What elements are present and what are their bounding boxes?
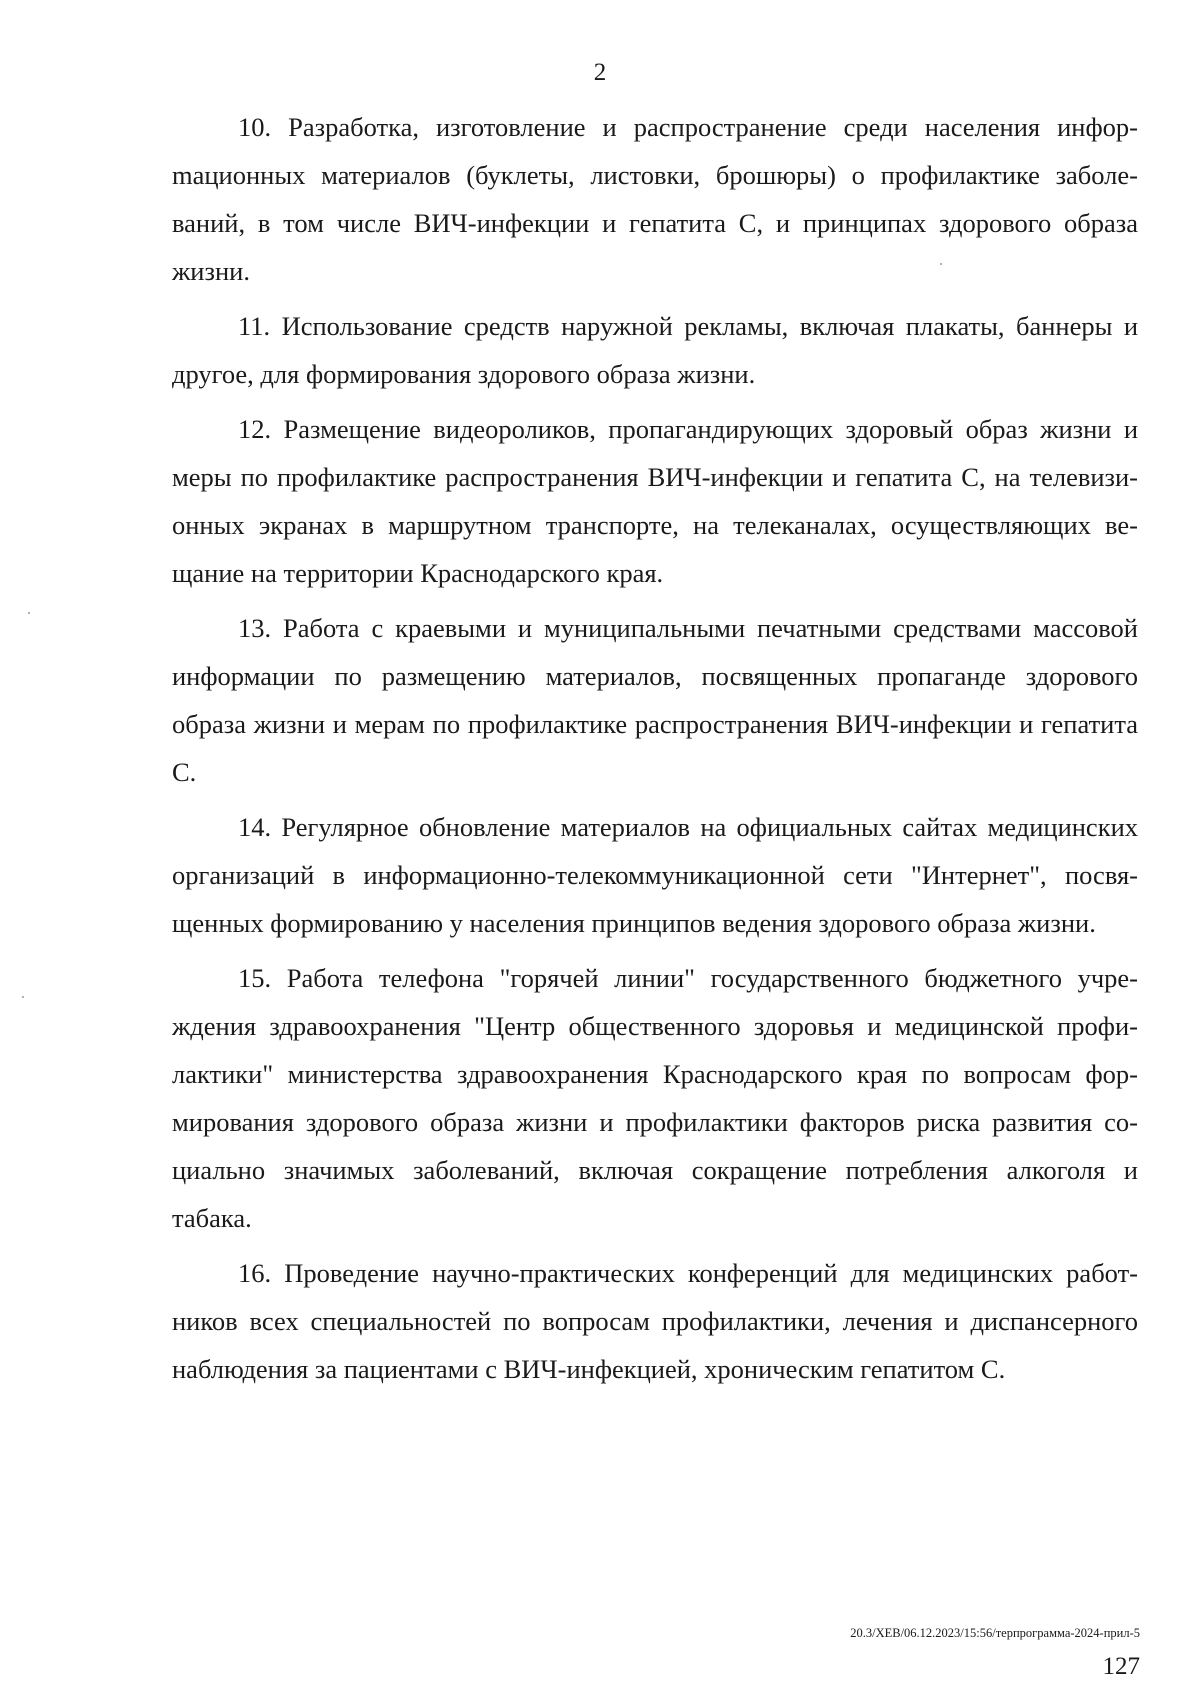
sheet-number: 127	[1102, 1653, 1140, 1680]
scan-speck	[28, 612, 30, 614]
paragraph-15: 15. Работа телефона "горячей линии" государственного бюджетного учреждения здравоохранения "Центр общественного здоровья и медицинской профилактики" министерства здравоохранения Краснодарского края по вопросам формирования здорового образа жизни и профилактики факторов риска развития социально значимых заболеваний, включая сокращение потребления алкоголя и табака.	[172, 963, 1138, 1233]
paragraph-11: 11. Использование средств наружной рекламы, включая плакаты, баннеры и другое, для формирования здорового образа жизни.	[172, 311, 1138, 389]
paragraph-10: 10. Разработка, изготовление и распространение среди населения инфорmационных материалов (буклеты, листовки, брошюры) о профилактике заболеваний, в том числе ВИЧ-инфекции и гепатита С, и принципах здорового образа жизни.	[172, 112, 1138, 286]
scan-speck	[22, 996, 24, 998]
document-body	[172, 103, 1138, 1393]
scan-speck	[940, 263, 942, 265]
document-code: 20.3/ХЕВ/06.12.2023/15:56/терпрограмма-2024-прил-5	[850, 1626, 1140, 1640]
paragraph-12: 12. Размещение видеороликов, пропагандирующих здоровый образ жизни и меры по профилактике распространения ВИЧ-инфекции и гепатита С, на телевизионных экранах в маршрутном транспорте, на телеканалах, осуществляющих вещание на территории Краснодарского края.	[172, 414, 1138, 588]
paragraph-14: 14. Регулярное обновление материалов на официальных сайтах медицинских организаций в информационно-телекоммуникационной сети "Интернет", посвященных формированию у населения принципов ведения здорового образа жизни.	[172, 812, 1138, 938]
page-number: 2	[593, 59, 607, 86]
paragraph-13: 13. Работа с краевыми и муниципальными печатными средствами массовой информации по размещению материалов, посвященных пропаганде здорового образа жизни и мерам по профилактике распространения ВИЧ-инфекции и гепатита С.	[172, 613, 1138, 787]
paragraph-16: 16. Проведение научно-практических конференций для медицинских работников всех специальностей по вопросам профилактики, лечения и диспансерного наблюдения за пациентами с ВИЧ-инфекцией, хроническим гепатитом С.	[172, 1258, 1138, 1384]
